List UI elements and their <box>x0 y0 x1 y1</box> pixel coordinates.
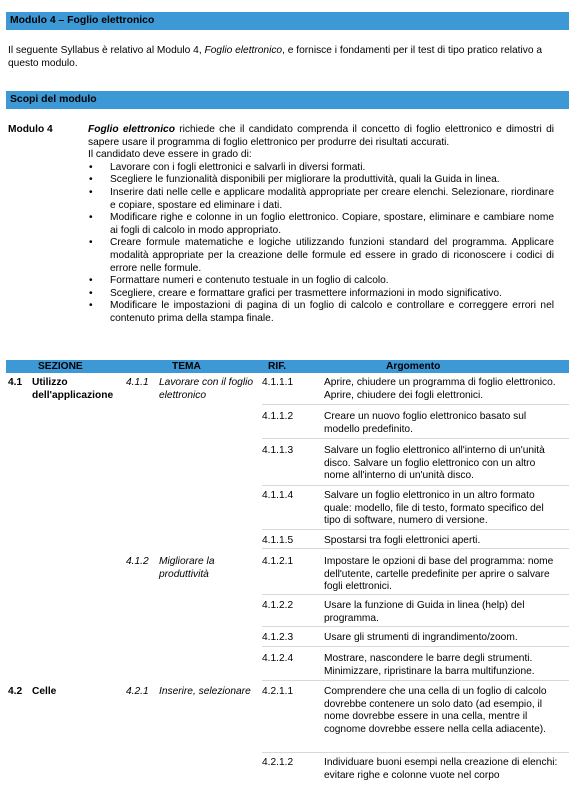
scopi-bullet-item <box>88 174 554 187</box>
rif-number: 4.1.2.1 <box>262 556 294 567</box>
rif-number: 4.1.2.2 <box>262 600 294 611</box>
scopi-bullet-item <box>88 212 554 237</box>
tema-name: Inserire, selezionare <box>159 686 251 697</box>
module-title-bar <box>6 12 569 30</box>
rif-number: 4.2.1.2 <box>262 757 294 768</box>
row-divider <box>262 485 569 486</box>
scopi-bullet-text: Modificare righe e colonne in un foglio elettronico. Copiare, spostare, eliminare e cambiare nome ai fogli di calcolo in modo appropriato. <box>110 212 554 236</box>
scopi-bullet-text: Lavorare con i fogli elettronici e salvarli in diversi formati. <box>110 161 366 173</box>
scopi-bullet-text: Scegliere, creare e formattare grafici per trasmettere informazioni in modo significativo. <box>110 287 502 299</box>
bullet-icon: • <box>89 212 93 224</box>
section-number: 4.1 <box>8 377 23 388</box>
scopi-bullet-text: Modificare le impostazioni di pagina di un foglio di calcolo e controllare e correggere errori nel contenuto prima della stampa finale. <box>110 300 554 324</box>
argomento-text: Individuare buoni esempi nella creazione di elenchi: evitare righe e colonne vuote nel corpo <box>324 757 558 781</box>
bullet-icon: • <box>89 275 93 287</box>
tema-number: 4.1.2 <box>126 556 149 567</box>
module-title: Modulo 4 – Foglio elettronico <box>10 15 155 26</box>
rif-number: 4.2.1.1 <box>262 686 294 697</box>
intro-paragraph <box>8 44 568 70</box>
col-header-sezione: SEZIONE <box>38 361 83 372</box>
scopi-subheading: Il candidato deve essere in grado di: <box>88 149 252 161</box>
argomento-text: Salvare un foglio elettronico in un altro formato quale: modello, file di testo, formato specifico del tipo di software, numero di versione. <box>324 490 544 527</box>
scopi-title-bar <box>6 91 569 109</box>
rif-number: 4.1.1.5 <box>262 535 294 546</box>
scopi-bullet-text: Inserire dati nelle celle e applicare modalità appropriate per creare elenchi. Selezionare, riordinare e copiare, spostare ed eliminare i dati. <box>110 186 554 211</box>
rif-number: 4.1.1.1 <box>262 377 294 388</box>
argomento-text: Usare gli strumenti di ingrandimento/zoom. <box>324 632 518 643</box>
argomento-text: Salvare un foglio elettronico all'interno di un'unità disco. Salvare un foglio elettronico con un altro nome all'interno di un'unità disco. <box>324 445 545 482</box>
col-header-argomento: Argomento <box>386 361 441 372</box>
row-divider <box>262 438 569 439</box>
row-divider <box>262 646 569 647</box>
row-divider <box>262 404 569 405</box>
section-number: 4.2 <box>8 686 23 697</box>
bullet-icon: • <box>89 186 93 198</box>
bullet-icon: • <box>89 174 93 186</box>
scopi-bullet-list <box>88 162 554 326</box>
argomento-text: Impostare le opzioni di base del programma: nome dell'utente, cartelle predefinite per aprire o salvare fogli elettronici. <box>324 556 554 593</box>
bullet-icon: • <box>89 237 93 249</box>
scopi-bullet-text: Scegliere le funzionalità disponibili per migliorare la produttività, quali la Guida in linea. <box>110 174 500 186</box>
argomento-text: Usare la funzione di Guida in linea (help) del programma. <box>324 600 525 624</box>
scopi-title: Scopi del modulo <box>10 94 97 105</box>
row-divider <box>262 594 569 595</box>
scopi-lead-module: Foglio elettronico <box>88 124 175 135</box>
scopi-module-label: Modulo 4 <box>8 124 53 135</box>
argomento-text: Comprendere che una cella di un foglio di calcolo dovrebbe contenere un solo dato (ad esempio, il nome dovrebbe essere in una cella, mentre il cognome dovrebbe essere nella cella adiacente). <box>324 686 547 735</box>
rif-number: 4.1.1.2 <box>262 411 294 422</box>
scopi-bullet-item <box>88 162 554 175</box>
rif-number: 4.1.1.4 <box>262 490 294 501</box>
scopi-bullet-item <box>88 237 554 275</box>
section-name: Celle <box>32 686 57 697</box>
rif-number: 4.1.2.3 <box>262 632 294 643</box>
intro-text-end: , e fornisce i fondamenti per il test di tipo pratico relativo a questo modulo. <box>8 45 543 69</box>
tema-number: 4.1.1 <box>126 377 149 388</box>
tema-name: Migliorare la produttività <box>159 556 215 580</box>
scopi-bullet-item <box>88 187 554 212</box>
bullet-icon: • <box>89 287 93 299</box>
scopi-bullet-item <box>88 275 554 288</box>
col-header-rif: RIF. <box>268 361 287 372</box>
syllabus-table-header <box>6 360 569 373</box>
rif-number: 4.1.1.3 <box>262 445 294 456</box>
col-header-tema: TEMA <box>172 361 201 372</box>
section-name: Utilizzo dell'applicazione <box>32 377 114 401</box>
scopi-bullet-item <box>88 300 554 325</box>
scopi-bullet-item <box>88 288 554 301</box>
scopi-bullet-text: Formattare numeri e contenuto testuale in un foglio di calcolo. <box>110 275 389 287</box>
bullet-icon: • <box>89 161 93 173</box>
row-divider <box>262 680 569 681</box>
scopi-lead-text: richiede che il candidato comprenda il concetto di foglio elettronico e dimostri di sapere usare il programma di foglio elettronico per produrre dei risultati accurati. <box>88 124 554 148</box>
argomento-text: Spostarsi tra fogli elettronici aperti. <box>324 535 481 546</box>
scopi-bullet-text: Creare formule matematiche e logiche utilizzando funzioni standard del programma. Applicare modalità appropriate per la creazione delle formule ed essere in grado di riconoscere i codici di errore nelle formule. <box>110 237 554 274</box>
argomento-text: Mostrare, nascondere le barre degli strumenti. Minimizzare, ripristinare la barra multifunzione. <box>324 653 535 677</box>
rif-number: 4.1.2.4 <box>262 653 294 664</box>
row-divider <box>262 752 569 753</box>
bullet-icon: • <box>89 300 93 312</box>
argomento-text: Aprire, chiudere un programma di foglio elettronico. Aprire, chiudere dei fogli elettronici. <box>324 377 556 401</box>
tema-number: 4.2.1 <box>126 686 149 697</box>
row-divider <box>262 529 569 530</box>
tema-name: Lavorare con il foglio elettronico <box>159 377 254 401</box>
row-divider <box>262 548 569 549</box>
intro-text-start: Il seguente Syllabus è relativo al Modulo 4, <box>8 45 205 56</box>
row-divider <box>262 626 569 627</box>
intro-italic-module: Foglio elettronico <box>204 45 283 56</box>
argomento-text: Creare un nuovo foglio elettronico basato sul modello predefinito. <box>324 411 527 435</box>
scopi-lead <box>88 124 554 149</box>
scopi-body <box>88 124 554 326</box>
